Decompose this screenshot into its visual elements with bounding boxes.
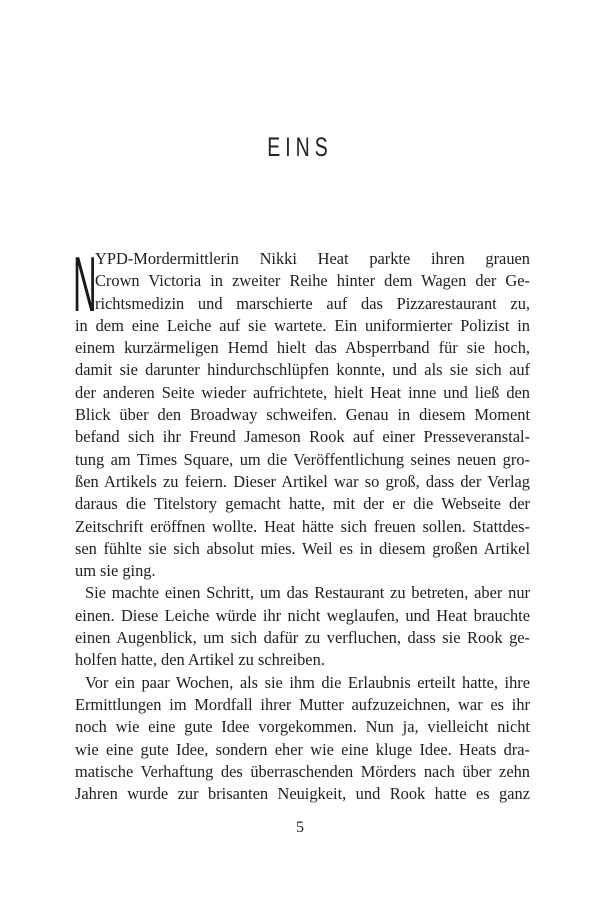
- text-line: einen Augenblick, um sich dafür zu verfluchen, dass sie Rook ge-: [75, 628, 530, 648]
- text-line: Vor ein paar Wochen, als sie ihm die Erlaubnis erteilt hatte, ihre: [85, 672, 530, 692]
- text-line: YPD-Mordermittlerin Nikki Heat parkte ihren grauen: [95, 249, 530, 268]
- text-line: der anderen Seite wieder aufrichtete, hielt Heat inne und ließ den: [75, 382, 530, 402]
- text-line: matische Verhaftung des überraschenden Mörders nach über zehn: [75, 761, 530, 781]
- text-line: tung am Times Square, um die Veröffentlichung seines neuen gro-: [75, 449, 530, 469]
- text-line: sen fühlte sie sich absolut mies. Weil es in diesem großen Artikel: [75, 538, 530, 558]
- drop-cap: N: [73, 240, 97, 328]
- text-line: einen. Diese Leiche würde ihr nicht weglaufen, und Heat brauchte: [75, 605, 530, 625]
- text-line: holfen hatte, den Artikel zu schreiben.: [75, 650, 325, 670]
- text-line: damit sie darunter hindurchschlüpfen konnte, und als sie sich auf: [75, 360, 530, 380]
- text-line: Blick über den Broadway schweifen. Genau in diesem Moment: [75, 405, 530, 425]
- page-number: 5: [296, 819, 304, 836]
- text-line: befand sich ihr Freund Jameson Rook auf einer Presseveranstal-: [75, 427, 530, 447]
- chapter-title: EINS: [267, 132, 333, 162]
- text-line: um sie ging.: [75, 561, 156, 581]
- body-text: [73, 240, 530, 805]
- text-line: einem kurzärmeligen Hemd hielt das Absperrband für sie hoch,: [75, 338, 530, 358]
- text-line: ßen Artikels zu feiern. Dieser Artikel war so groß, dass der Verlag: [75, 471, 530, 491]
- text-line: daraus die Titelstory gemacht hatte, mit der er die Webseite der: [75, 494, 530, 514]
- text-line: wie eine gute Idee, sondern eher wie eine kluge Idee. Heats dra-: [75, 739, 530, 759]
- text-line: noch wie eine gute Idee vorgekommen. Nun ja, vielleicht nicht: [75, 717, 530, 737]
- text-line: Crown Victoria in zweiter Reihe hinter dem Wagen der Ge-: [95, 271, 530, 291]
- text-line: Sie machte einen Schritt, um das Restaurant zu betreten, aber nur: [85, 583, 530, 603]
- text-line: richtsmedizin und marschierte auf das Pizzarestaurant zu,: [95, 293, 530, 313]
- text-line: Jahren wurde zur brisanten Neuigkeit, und Rook hatte es ganz: [75, 784, 530, 804]
- text-line: in dem eine Leiche auf sie wartete. Ein uniformierter Polizist in: [75, 315, 530, 335]
- text-line: Ermittlungen im Mordfall ihrer Mutter aufzuzeichnen, war es ihr: [75, 694, 530, 714]
- text-line: Zeitschrift eröffnen wollte. Heat hätte sich freuen sollen. Stattdes-: [75, 516, 530, 536]
